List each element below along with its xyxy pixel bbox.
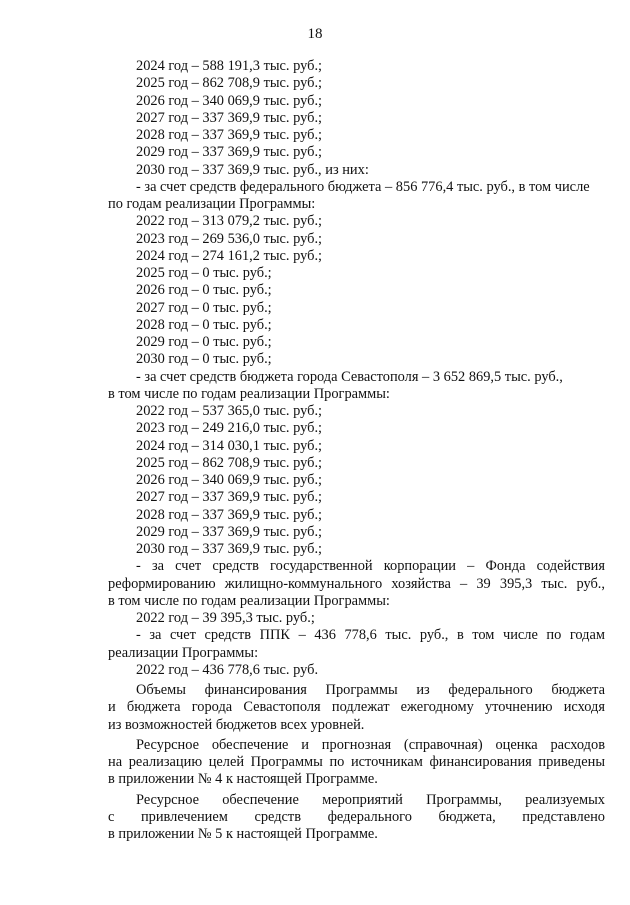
federal-year-line: 2029 год – 0 тыс. руб.; — [136, 334, 272, 350]
paragraph — [108, 682, 605, 734]
city-budget-line: в том числе по годам реализации Программы: — [108, 385, 390, 402]
paragraph-line: на реализацию целей Программы по источникам финансирования приведены — [108, 754, 605, 770]
paragraph — [108, 792, 605, 844]
city-budget-line: - за счет средств бюджета города Севастополя – 3 652 869,5 тыс. руб., — [136, 368, 563, 385]
fund-line: реформированию жилищно-коммунального хозяйства – 39 395,3 тыс. руб., — [108, 575, 605, 592]
fund-line: - за счет средств государственной корпорации – Фонда содействия — [136, 558, 605, 575]
funding-year-line: 2028 год – 337 369,9 тыс. руб.; — [136, 127, 323, 143]
federal-year-line: 2028 год – 0 тыс. руб.; — [136, 316, 272, 333]
federal-budget-line: по годам реализации Программы: — [108, 196, 316, 212]
city-year-line: 2029 год – 337 369,9 тыс. руб.; — [136, 523, 323, 540]
paragraph-line: Ресурсное обеспечение и прогнозная (справочная) оценка расходов — [136, 736, 605, 753]
federal-year-line: 2022 год – 313 079,2 тыс. руб.; — [136, 213, 323, 230]
federal-year-line: 2027 год – 0 тыс. руб.; — [136, 299, 272, 316]
federal-year-line: 2026 год – 0 тыс. руб.; — [136, 282, 272, 299]
document-body — [108, 58, 605, 843]
federal-year-line: 2024 год – 274 161,2 тыс. руб.; — [136, 247, 323, 264]
city-year-line: 2023 год – 249 216,0 тыс. руб.; — [136, 420, 323, 437]
paragraph-line: и бюджета города Севастополя подлежат ежегодному уточнению исходя — [108, 699, 605, 716]
city-year-line: 2024 год – 314 030,1 тыс. руб.; — [136, 437, 323, 454]
funding-year-line: 2025 год – 862 708,9 тыс. руб.; — [136, 75, 323, 92]
fund-year-line: 2022 год – 39 395,3 тыс. руб.; — [136, 610, 315, 626]
federal-year-line: 2030 год – 0 тыс. руб.; — [136, 351, 272, 368]
federal-year-line: 2025 год – 0 тыс. руб.; — [136, 265, 272, 281]
paragraph-line: в приложении № 4 к настоящей Программе. — [108, 771, 378, 788]
ppk-line: реализации Программы: — [108, 644, 259, 661]
funding-year-line: 2029 год – 337 369,9 тыс. руб.; — [136, 144, 323, 161]
fund-line: в том числе по годам реализации Программы: — [108, 592, 390, 609]
paragraph-line: в приложении № 5 к настоящей Программе. — [108, 826, 378, 842]
paragraph-line: Ресурсное обеспечение мероприятий Программы, реализуемых — [136, 791, 605, 808]
federal-year-line: 2023 год – 269 536,0 тыс. руб.; — [136, 230, 323, 247]
paragraph-line: Объемы финансирования Программы из федерального бюджета — [136, 682, 605, 698]
city-year-line: 2027 год – 337 369,9 тыс. руб.; — [136, 489, 323, 506]
funding-year-line: 2030 год – 337 369,9 тыс. руб., из них: — [136, 161, 369, 178]
city-year-line: 2030 год – 337 369,9 тыс. руб.; — [136, 541, 323, 557]
city-year-line: 2026 год – 340 069,9 тыс. руб.; — [136, 472, 323, 488]
ppk-year-line: 2022 год – 436 778,6 тыс. руб. — [136, 661, 319, 678]
ppk-line: - за счет средств ППК – 436 778,6 тыс. руб., в том числе по годам — [136, 627, 605, 644]
paragraph-line: с привлечением средств федерального бюджета, представлено — [108, 808, 605, 825]
funding-year-line: 2026 год – 340 069,9 тыс. руб.; — [136, 92, 323, 109]
funding-year-line: 2024 год – 588 191,3 тыс. руб.; — [136, 58, 323, 74]
federal-budget-line: - за счет средств федерального бюджета – 856 776,4 тыс. руб., в том числе — [136, 178, 590, 195]
city-year-line: 2028 год – 337 369,9 тыс. руб.; — [136, 506, 323, 523]
city-year-line: 2025 год – 862 708,9 тыс. руб.; — [136, 454, 323, 471]
funding-year-line: 2027 год – 337 369,9 тыс. руб.; — [136, 109, 323, 126]
paragraph — [108, 737, 605, 789]
paragraph-line: из возможностей бюджетов всех уровней. — [108, 716, 365, 733]
city-year-line: 2022 год – 537 365,0 тыс. руб.; — [136, 403, 323, 419]
page-number: 18 — [307, 26, 323, 42]
